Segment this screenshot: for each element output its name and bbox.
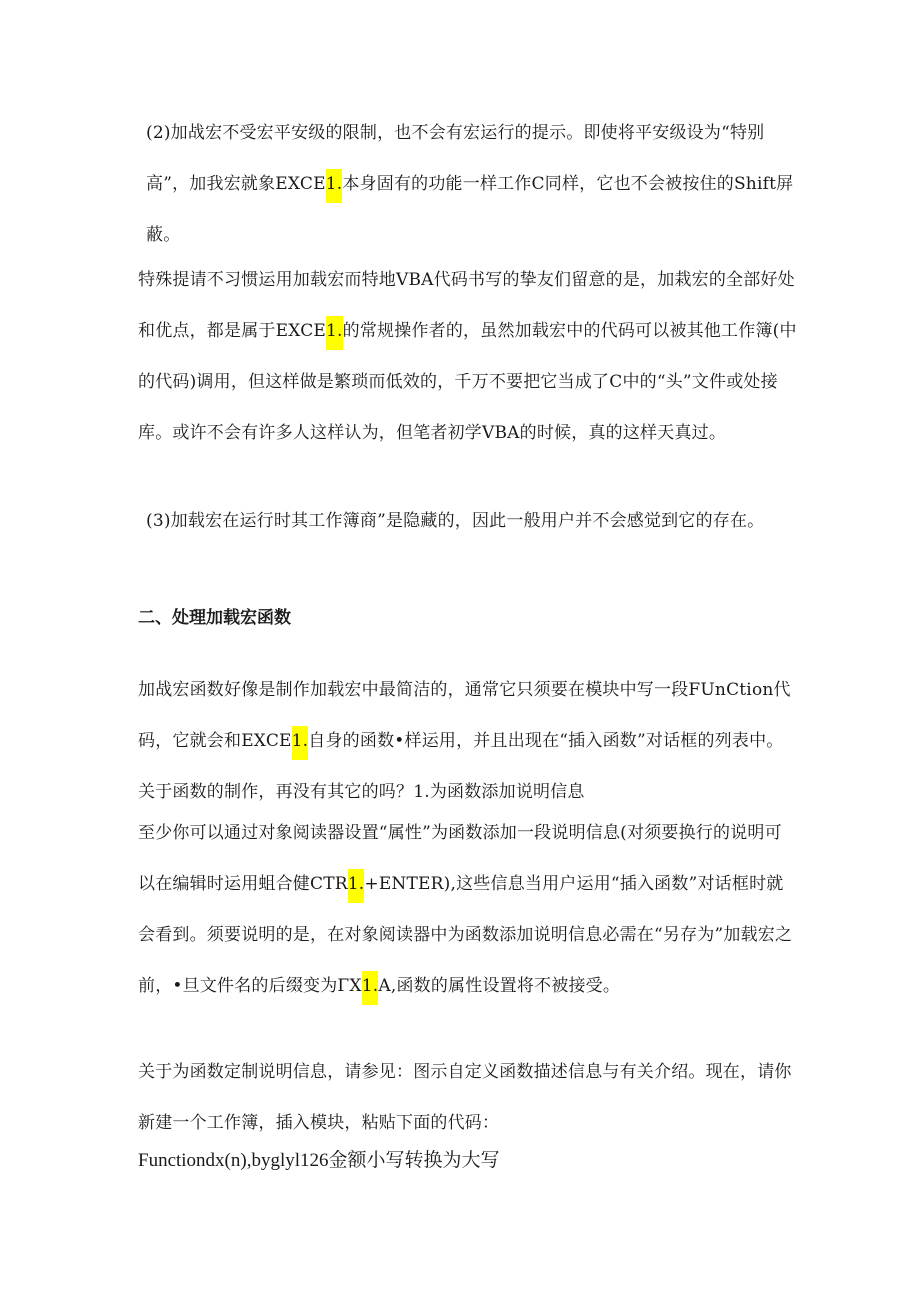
text-run: 加战宏函数好像是制作加载宏中最简洁的，通常它只须要在模块中写一段FUnCtion代码，它就会和EXCE [138,680,791,751]
highlighted-text: 1. [326,316,343,350]
text-run: 的常规操作者的，虽然加载宏中的代码可以被其他工作簿(中的代码)调用，但这样做是繁琐而低效的，千万不要把它当成了C中的“头”文件或处接库。或许不会有许多人这样认为，但笔者初学VBA的时候，真的这样天真过。 [138,321,797,443]
text-run: (3)加载宏在运行时其工作簿商”是隐藏的，因此一般用户并不会感觉到它的存在。 [146,511,765,531]
highlighted-text: 1. [326,169,343,203]
text-run: 特殊提请不习惯运用加载宏而特地VBA代码书写的挚友们留意的是，加栽宏的全部好处和优点，都是属于EXCE [138,270,795,341]
text-run: A,函数的属性设置将不被接受。 [378,976,621,996]
text-run: 关于为函数定制说明信息，请参见：图示自定义函数描述信息与有关介绍。现在，请你新建一个工作簿，插入模块，粘贴下面的代码： [138,1062,792,1133]
paragraph-custom-description [138,1047,798,1149]
section-heading: 二、处理加载宏函数 [138,608,291,628]
text-run: 至少你可以通过对象阅读器设置“属性”为函数添加一段说明信息(对须要换行的说明可以在编辑时运用蛆合健CTR [138,823,782,894]
highlighted-text: 1. [348,869,365,903]
paragraph-description-info [138,808,798,1012]
paragraph-2 [146,108,796,261]
paragraph-note [138,255,798,459]
text-run: 本身固有的功能一样工作C同样，它也不会被按住的Shift屏蔽。 [146,174,794,245]
paragraph-function-intro [138,665,798,818]
paragraph-3 [146,496,796,547]
highlighted-text: 1. [292,726,309,760]
code-line: Functiondx(n),byglyl126金额小写转换为大写 [138,1150,500,1171]
text-run: +ENTER),这些信息当用户运用“插入函数”对话框时就会看到。须要说明的是，在对象阅读器中为函数添加说明信息必需在“另存为”加载宏之前，•旦文件名的后缀变为ΓX [138,874,793,996]
highlighted-text: 1. [362,971,379,1005]
text-run: (2)加战宏不受宏平安级的限制，也不会有宏运行的提示。即使将平安级设为“特别高”，加我宏就象EXCE [146,123,765,194]
text-run: 自身的函数•样运用，并且出现在“插入函数”对话框的列表中。关于函数的制作，再没有其它的吗？1.为函数添加说明信息 [138,731,784,802]
